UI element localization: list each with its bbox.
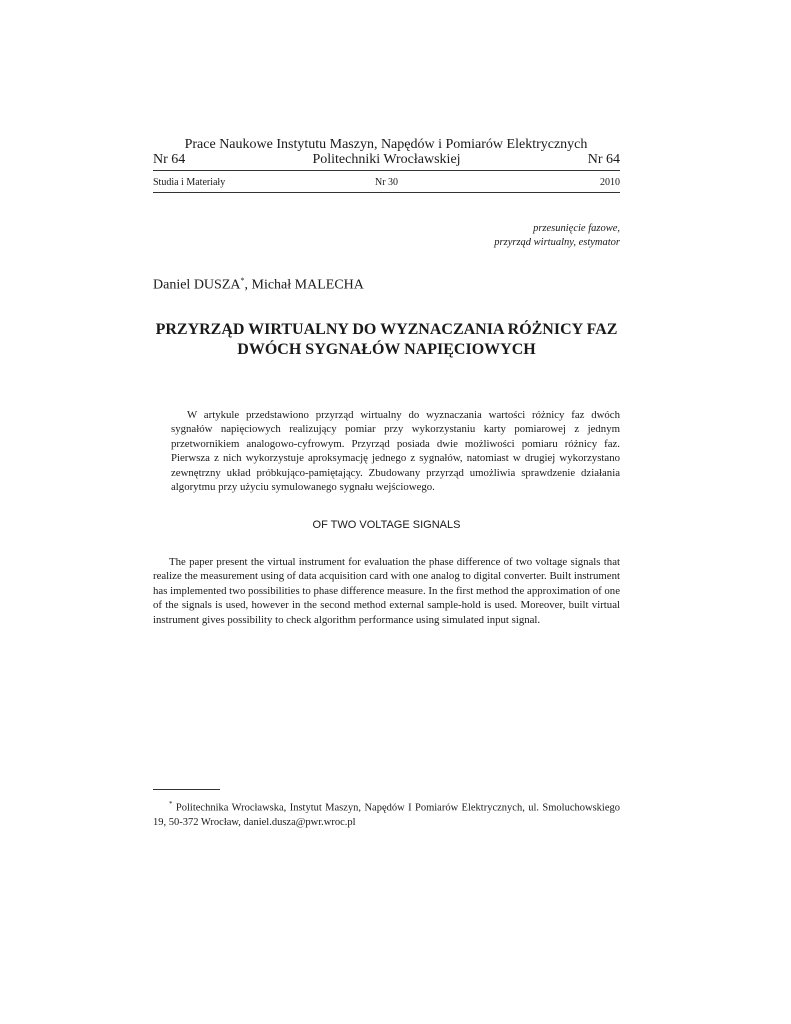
journal-series: Prace Naukowe Instytutu Maszyn, Napędów i Pomiarów Elektrycznych xyxy=(184,137,588,152)
journal-institution: Politechniki Wrocławskiej xyxy=(312,152,461,167)
keywords xyxy=(494,222,620,250)
english-title: OF TWO VOLTAGE SIGNALS xyxy=(312,519,461,531)
journal-number-left: Nr 64 xyxy=(153,152,186,167)
journal-number-right: Nr 64 xyxy=(587,152,620,167)
footnote-mark: * xyxy=(169,800,173,808)
paper-title xyxy=(153,320,620,360)
author-separator: , xyxy=(244,277,248,293)
abstract-polish xyxy=(171,408,620,494)
keywords-line-2: przyrząd wirtualny, estymator xyxy=(494,237,620,248)
journal-header-row xyxy=(153,152,620,170)
authors xyxy=(153,276,364,294)
footnote-text: Politechnika Wrocławska, Instytut Maszyn, Napędów I Pomiarów Elektrycznych, ul. Smoluchowskiego 19, 50-372 Wrocław, daniel.dusza@pwr.wroc.pl xyxy=(153,802,620,828)
title-line-2: DWÓCH SYGNAŁÓW NAPIĘCIOWYCH xyxy=(237,341,536,358)
title-line-1: PRZYRZĄD WIRTUALNY DO WYZNACZANIA RÓŻNICY FAZ xyxy=(155,321,618,338)
footnote xyxy=(153,797,620,830)
abstract-polish-text: W artykule przedstawiono przyrząd wirtualny do wyznaczania wartości różnicy faz dwóch sygnałów napięciowych realizujący pomiar przy wykorzystaniu karty pomiarowej z jednym przetwornikiem analogowo-cyfrowym. Przyrząd posiada dwie możliwości pomiaru różnicy faz. Pierwsza z nich wykorzystuje aproksymację jednego z sygnałów, natomiast w drugiej wykorzystano zewnętrzny układ próbkująco-pamiętający. Zbudowany przyrząd umożliwia sprawdzenie działania algorytmu przy użyciu symulowanego sygnału wejściowego. xyxy=(171,409,620,494)
keywords-line-1: przesunięcie fazowe, xyxy=(533,223,620,234)
journal-issue: Nr 30 xyxy=(374,177,399,188)
journal-issue-row xyxy=(153,177,620,191)
footnote-rule xyxy=(153,789,220,790)
header-rule-bottom xyxy=(153,192,620,193)
author-1: Daniel DUSZA xyxy=(153,277,241,293)
journal-year: 2010 xyxy=(600,177,620,188)
author-footnote-mark: * xyxy=(240,276,245,285)
abstract-english xyxy=(153,555,620,627)
abstract-english-text: The paper present the virtual instrument for evaluation the phase difference of two voltage signals that realize the measurement using of data acquisition card with one analog to digital converter. Built instrument has implemented two possibilities to phase difference measure. In the first method the approximation of one of the signals is used, however in the second method external sample-hold is used. Moreover, built virtual instrument gives possibility to check algorithm performance using simulated input signal. xyxy=(153,556,620,626)
header-rule-top xyxy=(153,170,620,171)
author-2: Michał MALECHA xyxy=(251,277,364,293)
journal-subseries: Studia i Materiały xyxy=(153,177,226,188)
